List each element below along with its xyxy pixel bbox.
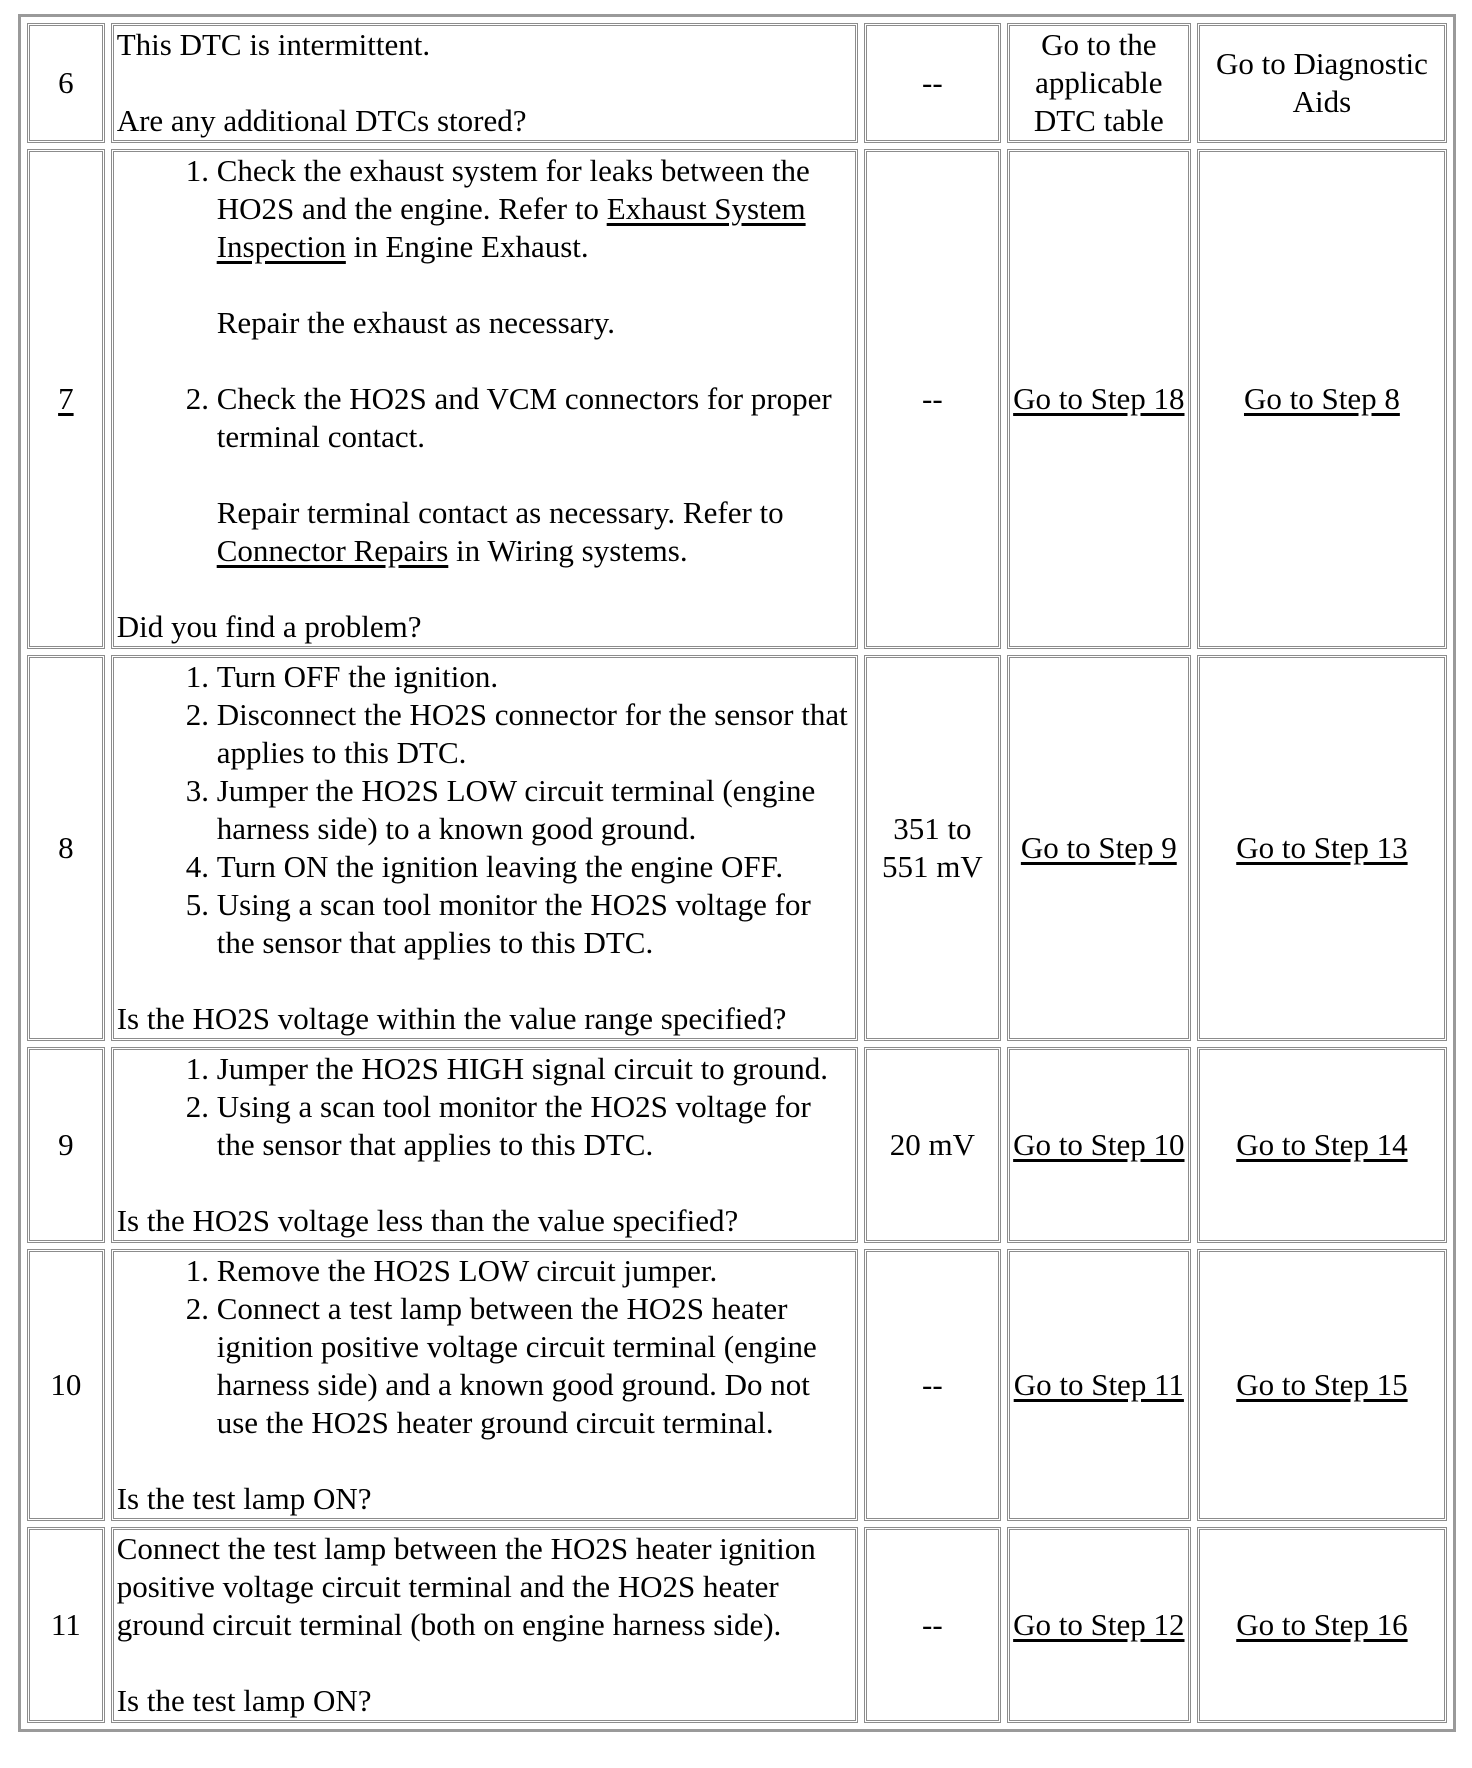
question-text: Is the HO2S voltage within the value range specified?	[116, 1001, 787, 1036]
yes-cell[interactable]	[1007, 149, 1191, 649]
step-number: 6	[27, 23, 105, 143]
action-cell	[111, 23, 858, 143]
no-cell[interactable]	[1197, 1047, 1447, 1243]
yes-link[interactable]: Go to Step 11	[1013, 1367, 1184, 1402]
exhaust-inspection-link[interactable]: Exhaust System Inspection	[216, 191, 806, 264]
list-item: 3. Jumper the HO2S LOW circuit terminal (engine harness side) to a known good ground.	[217, 772, 852, 848]
action-cell	[111, 655, 858, 1041]
table-row	[27, 1047, 1447, 1243]
action-steps	[117, 658, 852, 962]
no-cell[interactable]	[1197, 655, 1447, 1041]
list-item: 4. Turn ON the ignition leaving the engine OFF.	[217, 848, 852, 886]
list-item: 2. Using a scan tool monitor the HO2S voltage for the sensor that applies to this DTC.	[217, 1088, 852, 1164]
list-item: 1. Jumper the HO2S HIGH signal circuit to ground.	[217, 1050, 852, 1088]
action-text: This DTC is intermittent.	[116, 27, 431, 62]
yes-link[interactable]: Go to Step 10	[1013, 1127, 1185, 1162]
list-item: 5. Using a scan tool monitor the HO2S voltage for the sensor that applies to this DTC.	[217, 886, 852, 962]
table-row	[27, 655, 1447, 1041]
question-text: Did you find a problem?	[116, 609, 422, 644]
no-link[interactable]: Go to Step 13	[1236, 830, 1408, 865]
connector-repairs-link[interactable]: Connector Repairs	[216, 533, 449, 568]
table-row	[27, 1249, 1447, 1521]
action-text: Connect the test lamp between the HO2S heater ignition positive voltage circuit terminal and the HO2S heater ground circuit terminal (both on engine harness side).	[116, 1531, 816, 1642]
item-note: Repair the exhaust as necessary.	[216, 305, 615, 340]
no-cell[interactable]	[1197, 1527, 1447, 1723]
yes-cell[interactable]	[1007, 1047, 1191, 1243]
question-text: Is the test lamp ON?	[116, 1683, 372, 1718]
list-item: 1. Remove the HO2S LOW circuit jumper.	[217, 1252, 852, 1290]
question-text: Is the HO2S voltage less than the value specified?	[116, 1203, 739, 1238]
action-steps	[117, 152, 852, 570]
value-cell: 351 to 551 mV	[864, 655, 1001, 1041]
value-cell: 20 mV	[864, 1047, 1001, 1243]
step-number-link[interactable]: 7	[27, 149, 105, 649]
action-steps	[117, 1252, 852, 1442]
no-link[interactable]: Go to Step 8	[1243, 381, 1400, 416]
no-cell[interactable]	[1197, 149, 1447, 649]
yes-cell[interactable]	[1007, 1527, 1191, 1723]
item-note: Repair terminal contact as necessary. Refer to Connector Repairs in Wiring systems.	[216, 495, 784, 568]
step-number: 10	[27, 1249, 105, 1521]
yes-cell[interactable]	[1007, 655, 1191, 1041]
step-number: 9	[27, 1047, 105, 1243]
list-item: 2. Connect a test lamp between the HO2S heater ignition positive voltage circuit terminal (engine harness side) and a known good ground. Do not use the HO2S heater ground circuit terminal.	[217, 1290, 852, 1442]
action-cell	[111, 149, 858, 649]
list-item: 1. Turn OFF the ignition.	[217, 658, 852, 696]
no-link[interactable]: Go to Step 16	[1236, 1607, 1408, 1642]
action-cell	[111, 1527, 858, 1723]
no-link[interactable]: Go to Step 14	[1236, 1127, 1408, 1162]
question-text: Are any additional DTCs stored?	[116, 103, 527, 138]
no-link[interactable]: Go to Step 15	[1236, 1367, 1408, 1402]
no-cell: Go to Diagnostic Aids	[1197, 23, 1447, 143]
step-number: 8	[27, 655, 105, 1041]
value-cell: --	[864, 23, 1001, 143]
list-item: 1. Check the exhaust system for leaks between the HO2S and the engine. Refer to Exhaust System Inspection in Engine Exhaust. Repair the exhaust as necessary.	[217, 152, 852, 380]
yes-link[interactable]: Go to Step 18	[1013, 381, 1185, 416]
step-number: 11	[27, 1527, 105, 1723]
value-cell: --	[864, 1527, 1001, 1723]
list-item: 2. Disconnect the HO2S connector for the sensor that applies to this DTC.	[217, 696, 852, 772]
table-row	[27, 149, 1447, 649]
table-row	[27, 23, 1447, 143]
value-cell: --	[864, 1249, 1001, 1521]
question-text: Is the test lamp ON?	[116, 1481, 372, 1516]
yes-cell: Go to the applicable DTC table	[1007, 23, 1191, 143]
action-steps	[117, 1050, 852, 1164]
diagnostic-table	[18, 14, 1456, 1732]
yes-link[interactable]: Go to Step 9	[1020, 830, 1177, 865]
yes-cell[interactable]	[1007, 1249, 1191, 1521]
action-cell	[111, 1249, 858, 1521]
table-row	[27, 1527, 1447, 1723]
action-cell	[111, 1047, 858, 1243]
no-cell[interactable]	[1197, 1249, 1447, 1521]
yes-link[interactable]: Go to Step 12	[1013, 1607, 1185, 1642]
value-cell: --	[864, 149, 1001, 649]
list-item: 2. Check the HO2S and VCM connectors for proper terminal contact. Repair terminal contact as necessary. Refer to Connector Repairs in Wiring systems.	[217, 380, 852, 570]
